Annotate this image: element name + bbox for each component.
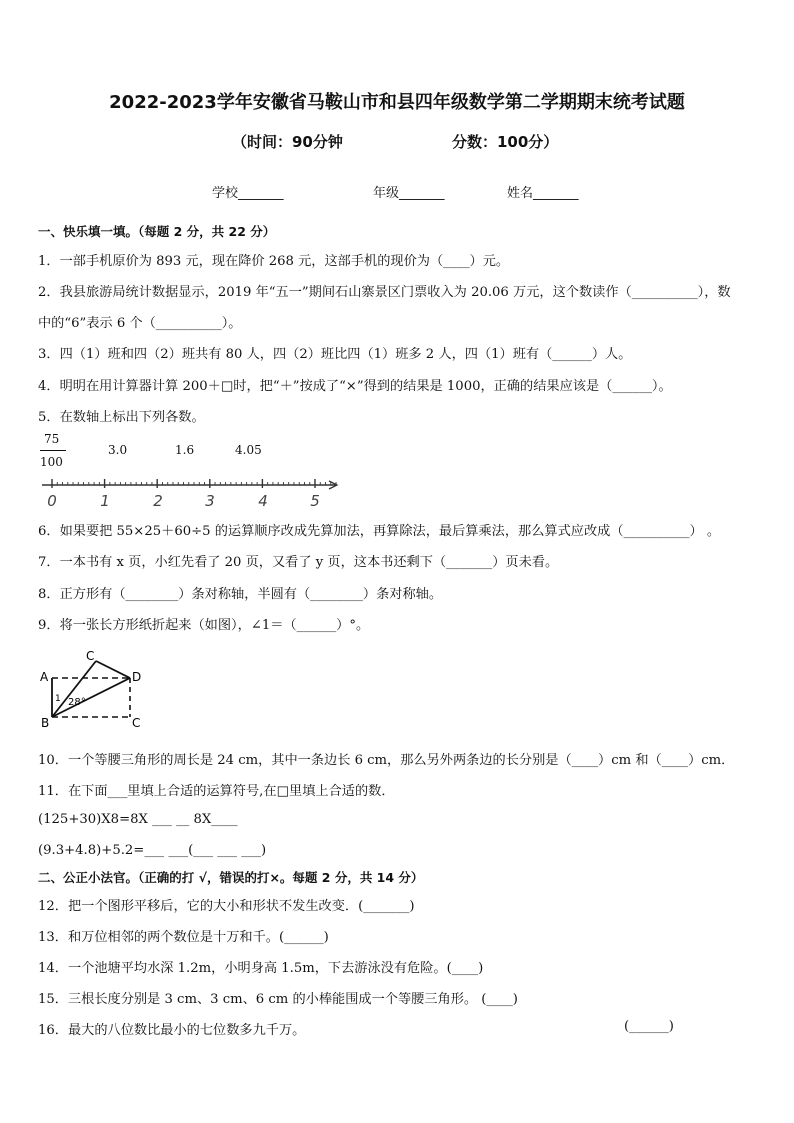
- page-title: 2022-2023学年安徽省马鞍山市和县四年级数学第二学期期末统考试题: [109, 92, 685, 113]
- fraction-numerator: 75: [44, 432, 60, 446]
- question-15: 15．三根长度分别是 3 cm、3 cm、6 cm 的小棒能围成一个等腰三角形。 (____): [38, 992, 518, 1007]
- label-d: D: [132, 670, 142, 684]
- label-c-bottom: C: [132, 716, 141, 730]
- label-angle-28: 28°: [68, 697, 86, 708]
- tick-label-2: 2: [153, 492, 163, 510]
- question-1: 1．一部手机原价为 893 元，现在降价 268 元，这部手机的现价为（____）元。: [38, 254, 510, 269]
- question-6: 6．如果要把 55×25＋60÷5 的运算顺序改成先算加法，再算除法，最后算乘法，那么算式应改成（__________） 。: [38, 524, 721, 539]
- number-line-axis: [42, 481, 337, 489]
- question-10: 10．一个等腰三角形的周长是 24 cm，其中一条边长 6 cm，那么另外两条边的长分别是（____）cm 和（____）cm．: [38, 753, 735, 768]
- section-2-heading: 二、公正小法官。（正确的打 √，错误的打×。每题 2 分，共 14 分）: [38, 870, 424, 885]
- question-11: 11．在下面___里填上合适的运算符号,在□里填上合适的数．: [38, 784, 395, 799]
- grade-field: 年级_______: [373, 186, 445, 201]
- question-11-expression-2: (9.3+4.8)+5.2=___ ___(___ ___ ___): [38, 843, 267, 858]
- label-b: B: [41, 716, 50, 730]
- tick-label-5: 5: [310, 492, 320, 510]
- school-field: 学校_______: [212, 186, 284, 201]
- question-5: 5．在数轴上标出下列各数。: [38, 410, 205, 425]
- question-3: 3．四（1）班和四（2）班共有 80 人，四（2）班比四（1）班多 2 人，四（1）班有（______）人。: [38, 347, 632, 362]
- question-11-expression-1: (125+30)X8=8X ___ __ 8X____: [38, 812, 238, 827]
- label-angle-1: 1: [55, 694, 61, 704]
- folded-rectangle-figure: [38, 650, 148, 730]
- number-line-minor-ticks: [52, 479, 336, 488]
- question-2-line-2: 中的“6”表示 6 个（__________）。: [38, 316, 242, 331]
- fraction-bar: [40, 450, 66, 451]
- name-field: 姓名_______: [507, 186, 579, 201]
- question-13: 13．和万位相邻的两个数位是十万和千。(______): [38, 930, 329, 945]
- label-c-top: C: [86, 650, 95, 663]
- number-4-05: 4.05: [235, 443, 262, 457]
- tick-label-0: 0: [47, 492, 57, 510]
- number-3-0: 3.0: [108, 443, 128, 457]
- exam-score: 分数：100分）: [452, 133, 559, 151]
- number-line-tick-labels: [47, 492, 320, 510]
- label-a: A: [40, 670, 49, 684]
- tick-label-4: 4: [258, 492, 268, 510]
- folded-edge-cd: [96, 661, 130, 678]
- question-7: 7．一本书有 x 页，小红先看了 20 页，又看了 y 页，这本书还剩下（_______）页未看。: [38, 555, 559, 570]
- fold-line-bd: [52, 678, 130, 717]
- section-1-heading: 一、快乐填一填。（每题 2 分，共 22 分）: [38, 224, 276, 239]
- number-line: [40, 474, 350, 510]
- question-12: 12．把一个图形平移后，它的大小和形状不发生改变．(_______): [38, 899, 415, 914]
- number-1-6: 1.6: [175, 443, 195, 457]
- question-9: 9．将一张长方形纸折起来（如图），∠1＝（______）°。: [38, 618, 370, 633]
- folded-edge-bc: [52, 661, 96, 717]
- exam-time: （时间：90分钟: [232, 133, 343, 151]
- question-4: 4．明明在用计算器计算 200＋□时，把“＋”按成了“×”得到的结果是 1000，正确的结果应该是（______）。: [38, 379, 672, 394]
- question-8: 8．正方形有（________）条对称轴，半圆有（________）条对称轴。: [38, 587, 443, 602]
- tick-label-3: 3: [205, 492, 215, 510]
- question-2-line-1: 2．我县旅游局统计数据显示，2019 年“五一”期间石山寨景区门票收入为 20.06 万元，这个数读作（__________），数: [38, 285, 731, 300]
- question-14: 14．一个池塘平均水深 1.2m，小明身高 1.5m，下去游泳没有危险。(____): [38, 961, 484, 976]
- question-16-answer-blank: (______): [624, 1019, 674, 1034]
- fraction-denominator: 100: [40, 455, 63, 469]
- tick-label-1: 1: [100, 492, 110, 510]
- question-16: 16．最大的八位数比最小的七位数多九千万。: [38, 1023, 306, 1038]
